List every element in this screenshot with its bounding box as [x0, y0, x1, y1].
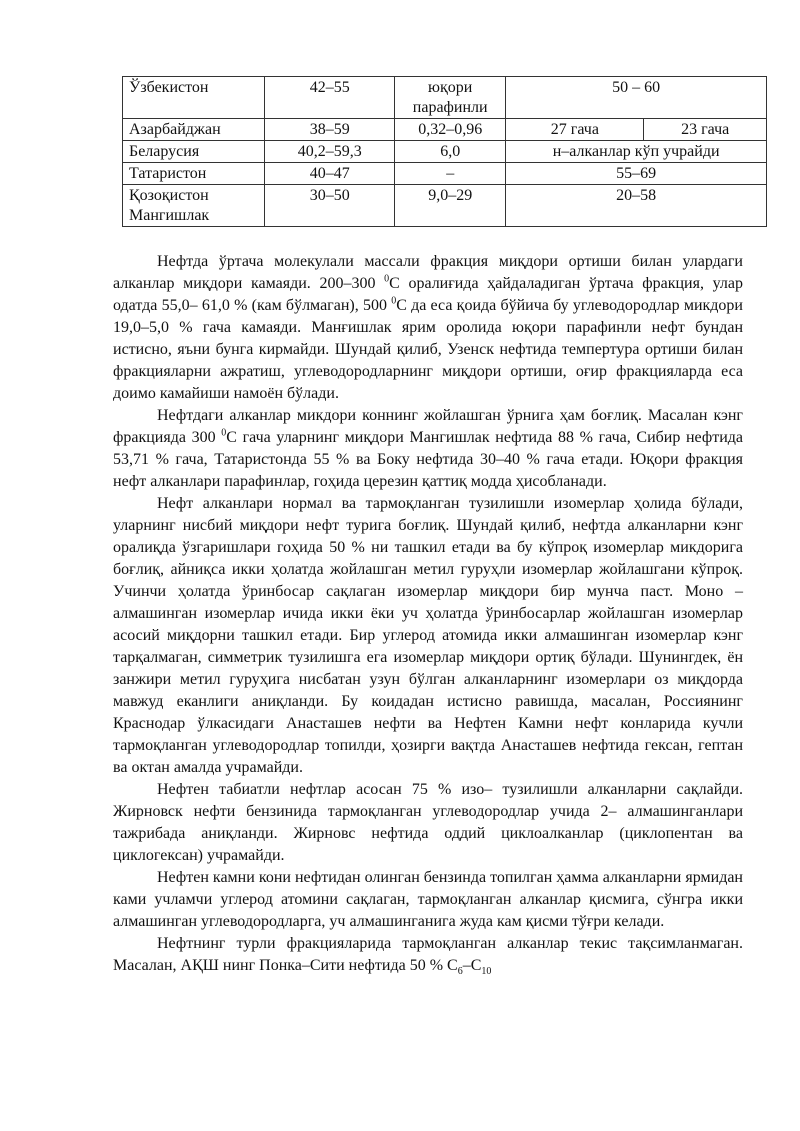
text-run: Нефтнинг турли фракцияларида тармоқланган алканлар текис тақсимланмаган. Масалан, АҚШ нинг Понка–Сити нефтида 50 % С [113, 935, 743, 974]
table-cell-merged: 55–69 [506, 163, 767, 185]
table-cell: 30–50 [265, 185, 395, 227]
table-cell-country: Татаристон [123, 163, 265, 185]
table-cell: 38–59 [265, 119, 395, 141]
paragraph [113, 405, 743, 493]
text-run: С гача уларнинг миқдори Мангишлак нефтида 88 % гача, Сибир нефтида 53,71 % гача, Татаристонда 55 % ва Боку нефтида 30–40 % гача етади. Юқори фракция нефт алканлари парафинлар, гоҳида церезин қаттиқ модда ҳисобланади. [113, 429, 744, 490]
table-cell-country: Ўзбекистон [123, 77, 265, 119]
table-cell: 40–47 [265, 163, 395, 185]
table-cell: 9,0–29 [395, 185, 506, 227]
table-cell-merged: 20–58 [506, 185, 767, 227]
table-cell: юқори парафинли [395, 77, 506, 119]
alkane-content-table [122, 76, 767, 227]
table-cell: 6,0 [395, 141, 506, 163]
text-run: –С [462, 957, 482, 974]
carbon-subscript: 6 [457, 966, 463, 978]
paragraph [113, 251, 743, 405]
text-run: Нефтдаги алканлар микдори коннинг жойлашган ўрнига ҳам боғлиқ. Масалан кэнг фракцияда 300 [113, 407, 743, 446]
carbon-subscript: 10 [481, 966, 492, 978]
paragraph: Нефт алканлари нормал ва тармоқланган тузилишли изомерлар ҳолида бўлади, уларнинг нисбий миқдори нефт турига боғлиқ. Шундай қилиб, нефтда алканларни кэнг оралиқда ўзгаришлари гоҳида 50 % ни ташкил етади ва бу кўпроқ изомерлар микдорига боғлиқ, айниқса икки ҳолатда жойлашган метил гуруҳли изомерлар жойлашгани кўпроқ. Учинчи ҳолатда ўринбосар сақлаган изомерлар миқдори бир мунча паст. Моно – алмашинган изомерлар ичида икки ёки уч ҳолатда ўринбосарлар жойлашган изомерлар асосий миқдорни ташкил етади. Бир углерод атомида икки алмашинган изомерлар кэнг тарқалмаган, симметрик тузилишга ега изомерлар миқдори ортиқ бўлади. Шунингдек, ён занжири метил гуруҳига нисбатан узун бўлган алканларнинг изомерлари оз миқдорда мавжуд еканлиги аниқланди. Бу коидадан истисно равишда, масалан, Россиянинг Краснодар ўлкасидаги Анасташев нефти ва Нефтен Камни нефт конларида кучли тармоқланган углеводородлар топилди, ҳозирги вақтда Анасташев нефтида гексан, гептан ва октан амалда учрамайди. [113, 495, 743, 776]
paragraph: Нефтен табиатли нефтлар асосан 75 % изо– тузилишли алканларни сақлайди. Жирновск нефти бензинида тармоқланган углеводородлар учида 2– алмашинганлари тажрибада аниқланди. Жирновс нефтида оддий циклоалканлар (циклопентан ва циклогексан) учрамайди. [113, 781, 743, 864]
table-row [123, 77, 767, 119]
table-cell-merged: н–алканлар кўп учрайди [506, 141, 767, 163]
degree-superscript: 0 [221, 427, 227, 439]
table-cell: 40,2–59,3 [265, 141, 395, 163]
text-run: С оралиғида ҳайдаладиган ўртача фракция, улар одатда 55,0– 61,0 % (кам бўлмаган), 500 [113, 275, 744, 314]
degree-superscript: 0 [384, 273, 390, 285]
table-row [123, 141, 767, 163]
text-run: С да еса қоида бўйича бу углеводородлар микдори 19,0–5,0 % гача камаяди. Манғишлак ярим оролида юқори парафинли нефт бундан истисно, яъни бунга кирмайди. Шундай қилиб, Узенск нефтида темпертура ортиши билан фракцияларни ажратиш, углеводородларнинг миқдори ортиши, оғир фракцияларда еса доимо камайиши намоён бўлади. [113, 297, 743, 402]
table-row [123, 185, 767, 227]
table-cell: 0,32–0,96 [395, 119, 506, 141]
table-row [123, 119, 767, 141]
table-cell-country: Азарбайджан [123, 119, 265, 141]
table-cell: – [395, 163, 506, 185]
table-cell-country: Беларусия [123, 141, 265, 163]
table-cell-country: Қозоқистон Мангишлак [123, 185, 265, 227]
table-cell-merged: 50 – 60 [506, 77, 767, 119]
table-cell: 23 гача [644, 119, 767, 141]
degree-superscript: 0 [391, 295, 397, 307]
paragraph: Нефтен камни кони нефтидан олинган бензинда топилган ҳамма алканларни ярмидан ками учламчи углерод атомини сақлаган, тармоқланган алканлар қисмига, сўнгра икки алмашинган углеводородларга, уч алмашинганига жуда кам қисми тўғри келади. [113, 869, 743, 930]
text-run: Нефтда ўртача молекулали массали фракция миқдори ортиши билан улардаги алканлар миқдори камаяди. 200–300 [113, 253, 743, 292]
paragraph [113, 933, 743, 977]
body-text [113, 251, 743, 977]
table-cell: 27 гача [506, 119, 644, 141]
table-cell: 42–55 [265, 77, 395, 119]
table-row [123, 163, 767, 185]
